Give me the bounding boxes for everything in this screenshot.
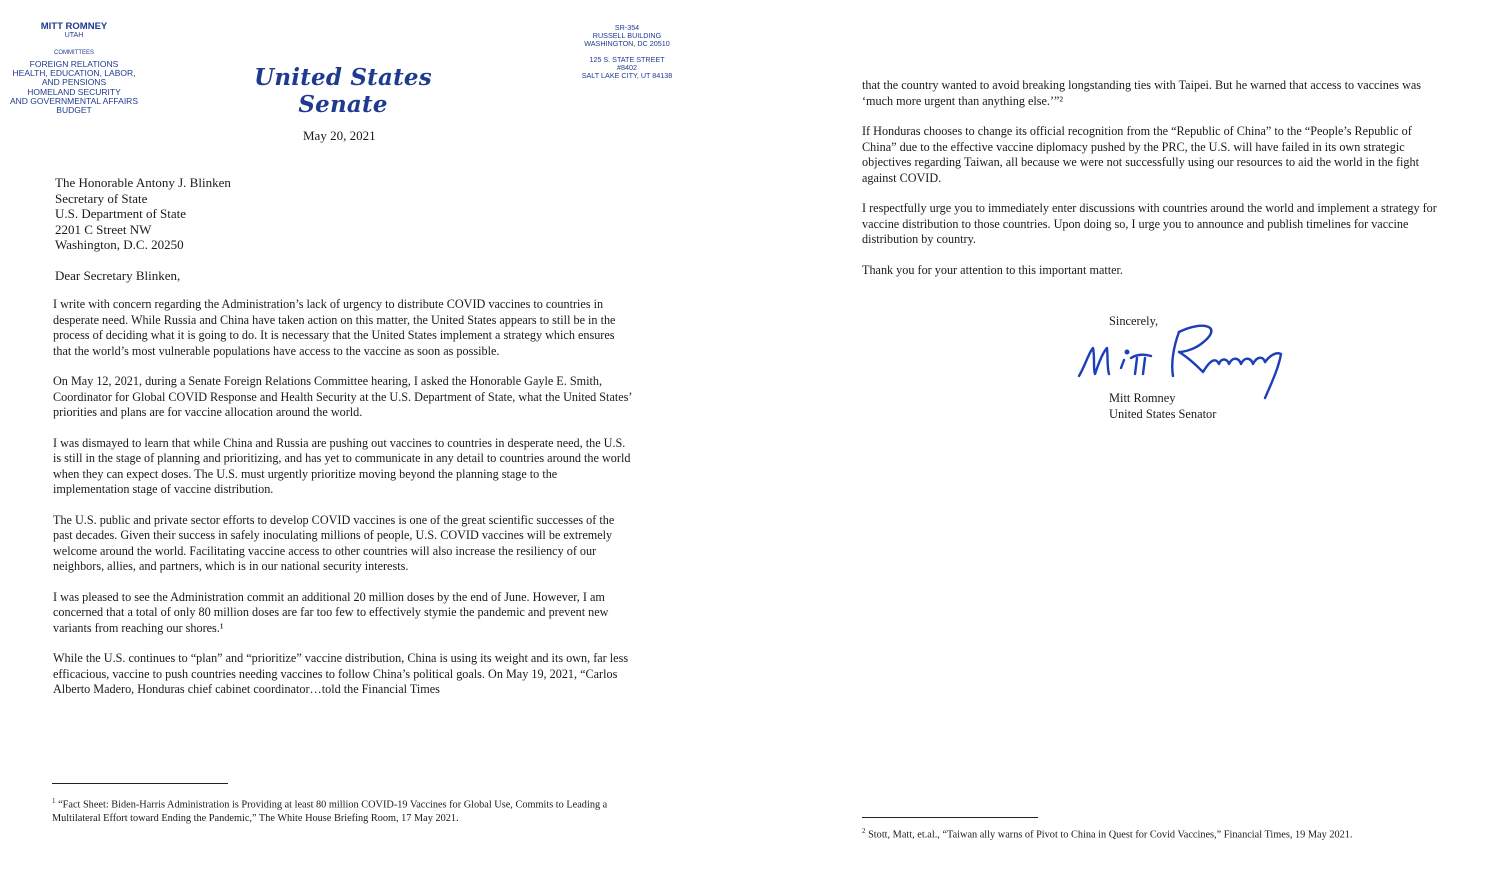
- utah-office-line: 125 S. STATE STREET: [589, 54, 665, 64]
- signer-name: Mitt Romney: [1109, 391, 1176, 405]
- senator-name: MITT ROMNEY: [40, 21, 108, 32]
- letter-date: May 20, 2021: [303, 128, 376, 143]
- committees-label: COMMITTEES: [54, 50, 94, 57]
- footnote-divider: [52, 783, 228, 784]
- footnote-2: [862, 824, 1422, 842]
- committee-item: FOREIGN RELATIONS: [29, 58, 119, 69]
- body-paragraph: On May 12, 2021, during a Senate Foreign Relations Committee hearing, I asked the Honorable Gayle E. Smith, Coordinator for Global COVID Response and Health Security at the U.S. Department of State, what the United States’ priorities and plans are for vaccine allocation around the world.: [53, 374, 632, 419]
- committee-item: HOMELAND SECURITY: [27, 86, 121, 97]
- body-paragraph: If Honduras chooses to change its official recognition from the “Republic of China” to the “People’s Republic of China” due to the effective vaccine diplomacy pushed by the PRC, the U.S. will have failed in its own strategic objectives regarding Taiwan, all because we were not successfully using our resources to aid the world in the fight against COVID.: [862, 124, 1420, 185]
- recipient-address: [55, 175, 231, 253]
- recipient-line: Washington, D.C. 20250: [55, 237, 184, 253]
- salutation: Dear Secretary Blinken,: [55, 268, 181, 283]
- office-addresses: [562, 24, 692, 80]
- body-paragraph: I respectfully urge you to immediately enter discussions with countries around the world and implement a strategy for vaccine distribution to those countries. Upon doing so, I urge you to announce and publish timelines for vaccine distribution by country.: [862, 201, 1437, 246]
- dc-office-line: SR-354: [614, 23, 640, 32]
- recipient-line: Secretary of State: [55, 190, 148, 206]
- body-paragraph: that the country wanted to avoid breaking longstanding ties with Taipei. But he warned that access to vaccines was ‘much more urgent than anything else.’”²: [862, 78, 1422, 108]
- senator-letterhead-block: [0, 22, 148, 116]
- footnote-1: [52, 794, 627, 826]
- letter-body-page-2: [862, 78, 1442, 293]
- body-paragraph: I write with concern regarding the Administration’s lack of urgency to distribute COVID vaccines to countries in desperate need. While Russia and China have taken action on this matter, the United States appears to still be in the process of deciding what it is going to do. It is necessary that the United States implement a strategy which ensures that the world’s most vulnerable populations have access to the vaccine as soon as possible.: [53, 297, 616, 358]
- body-paragraph: The U.S. public and private sector efforts to develop COVID vaccines is one of the great scientific successes of the past decades. Given their success in safely inoculating millions of people, U.S. COVID vaccines will be extremely welcome around the world. Facilitating vaccine access to other countries will also increase the resiliency of our neighbors, allies, and partners, which is in our national security interests.: [53, 512, 615, 573]
- committee-item: AND PENSIONS: [41, 77, 107, 88]
- body-paragraph: While the U.S. continues to “plan” and “prioritize” vaccine distribution, China is using its weight and its own, far less efficacious, vaccine to push countries needing vaccines to follow China’s political goals. On May 19, 2021, “Carlos Alberto Madero, Honduras chief cabinet coordinator…told the Financial Times: [53, 651, 629, 696]
- body-paragraph: I was dismayed to learn that while China and Russia are pushing out vaccines to countries in desperate need, the U.S. is still in the stage of planning and prioritizing, and has yet to communicate in any detail to countries around the world when they can expect doses. The U.S. must urgently prioritize moving beyond the planning stage to the implementation stage of vaccine distribution.: [53, 435, 631, 496]
- committee-item: AND GOVERNMENTAL AFFAIRS: [10, 96, 138, 107]
- signer-block: [1109, 391, 1216, 422]
- letter-page-2: [745, 0, 1500, 881]
- footnote-2-text: Stott, Matt, et.al., “Taiwan ally warns of Pivot to China in Quest for Covid Vaccines,” Financial Times, 19 May 2021.: [868, 829, 1353, 841]
- closing: Sincerely,: [1109, 314, 1159, 328]
- dc-office-line: WASHINGTON, DC 20510: [584, 38, 670, 48]
- footnote-divider: [862, 817, 1038, 818]
- recipient-line: The Honorable Antony J. Blinken: [55, 175, 231, 190]
- senate-masthead: United States Senate: [254, 64, 432, 118]
- letter-body-page-1: [53, 297, 633, 713]
- senator-state: UTAH: [64, 32, 84, 40]
- committee-item: HEALTH, EDUCATION, LABOR,: [12, 68, 136, 79]
- utah-office-line: SALT LAKE CITY, UT 84138: [581, 70, 673, 80]
- signer-title: United States Senator: [1109, 406, 1217, 421]
- body-paragraph: Thank you for your attention to this important matter.: [862, 262, 1123, 277]
- footnote-2-mark: 2: [862, 827, 866, 835]
- recipient-line: U.S. Department of State: [55, 206, 187, 222]
- body-paragraph: I was pleased to see the Administration commit an additional 20 million doses by the end of June. However, I am concerned that a total of only 80 million doses are far too few to effectively stymie the pandemic and prevent new variants from reaching our shores.¹: [53, 589, 609, 635]
- committee-item: BUDGET: [56, 105, 92, 116]
- footnote-1-text: “Fact Sheet: Biden-Harris Administration is Providing at least 80 million COVID-19 Vaccines for Global Use, Commits to Leading a Multilateral Effort toward Ending the Pandemic,” The White House Briefing Room, 17 May 2021.: [52, 799, 608, 825]
- dc-office-line: RUSSELL BUILDING: [592, 30, 662, 40]
- recipient-line: 2201 C Street NW: [55, 221, 152, 237]
- letter-page-1: [0, 0, 690, 881]
- utah-office-line: #8402: [617, 62, 637, 72]
- footnote-1-mark: 1: [52, 797, 56, 805]
